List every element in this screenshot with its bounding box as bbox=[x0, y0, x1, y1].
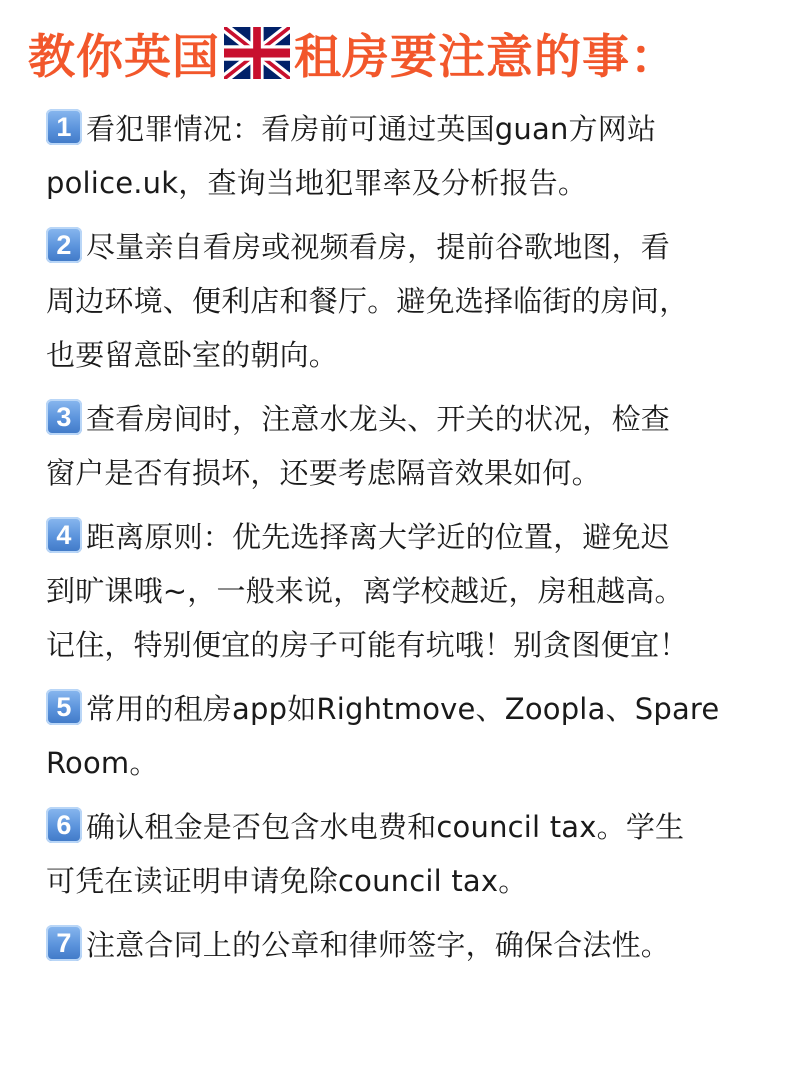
tip-item-6 bbox=[46, 798, 798, 906]
tip-text: 窗户是否有损坏，还要考虑隔音效果如何。 bbox=[46, 455, 601, 490]
tip-text: 尽量亲自看房或视频看房，提前谷歌地图，看 bbox=[86, 229, 671, 264]
tip-text: 距离原则：优先选择离大学近的位置，避免迟 bbox=[86, 519, 671, 554]
keycap-number-icon: 4 bbox=[46, 517, 82, 553]
tip-text: 看犯罪情况：看房前可通过英国guan方网站 bbox=[86, 111, 657, 146]
keycap-number-icon: 1 bbox=[46, 109, 82, 145]
tip-line bbox=[46, 734, 798, 788]
tip-text: 到旷课哦~，一般来说，离学校越近，房租越高。 bbox=[46, 573, 684, 608]
tip-item-7 bbox=[46, 916, 798, 970]
tip-line bbox=[46, 562, 798, 616]
tip-line bbox=[46, 444, 798, 498]
tip-line bbox=[46, 508, 798, 562]
keycap-number-icon: 3 bbox=[46, 399, 82, 435]
tip-text: 常用的租房app如Rightmove、Zoopla、Spare bbox=[86, 691, 720, 726]
tip-line bbox=[46, 100, 798, 154]
tips-list bbox=[46, 100, 798, 980]
tip-text: Room。 bbox=[46, 745, 159, 780]
tip-item-5 bbox=[46, 680, 798, 788]
keycap-number-icon: 7 bbox=[46, 925, 82, 961]
tip-text: 可凭在读证明申请免除council tax。 bbox=[46, 863, 528, 898]
tip-line bbox=[46, 272, 798, 326]
tip-text: 也要留意卧室的朝向。 bbox=[46, 337, 339, 372]
keycap-number-icon: 6 bbox=[46, 807, 82, 843]
title-text-end: 租房要注意的事： bbox=[294, 29, 678, 85]
tip-item-3 bbox=[46, 390, 798, 498]
tip-line bbox=[46, 852, 798, 906]
tip-text: 记住，特别便宜的房子可能有坑哦！别贪图便宜！ bbox=[46, 627, 689, 662]
tip-text: 确认租金是否包含水电费和council tax。学生 bbox=[86, 809, 685, 844]
tip-line bbox=[46, 916, 798, 970]
tip-text: 周边环境、便利店和餐厅。避免选择临街的房间， bbox=[46, 283, 689, 318]
tip-text: police.uk，查询当地犯罪率及分析报告。 bbox=[46, 165, 588, 200]
tip-line bbox=[46, 390, 798, 444]
tip-line bbox=[46, 680, 798, 734]
tip-text: 查看房间时，注意水龙头、开关的状况，检查 bbox=[86, 401, 671, 436]
tip-item-2 bbox=[46, 218, 798, 380]
keycap-number-icon: 2 bbox=[46, 227, 82, 263]
tip-item-4 bbox=[46, 508, 798, 670]
tip-line bbox=[46, 218, 798, 272]
tip-line bbox=[46, 616, 798, 670]
tip-text: 注意合同上的公章和律师签字，确保合法性。 bbox=[86, 927, 671, 962]
tip-line bbox=[46, 154, 798, 208]
uk-flag-icon bbox=[224, 27, 290, 79]
tip-line bbox=[46, 798, 798, 852]
page-title bbox=[28, 18, 798, 88]
tip-item-1 bbox=[46, 100, 798, 208]
tip-line bbox=[46, 326, 798, 380]
title-text-start: 教你英国 bbox=[28, 29, 220, 85]
keycap-number-icon: 5 bbox=[46, 689, 82, 725]
